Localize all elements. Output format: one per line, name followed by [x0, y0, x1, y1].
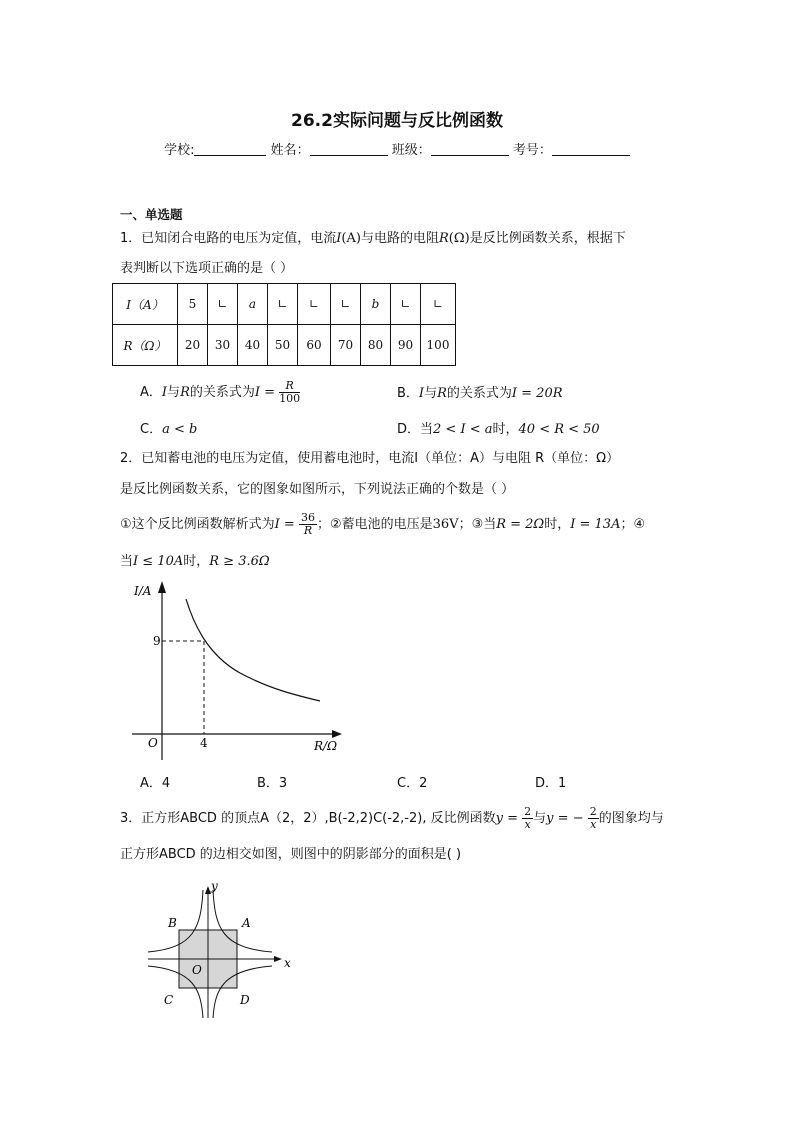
option-text: 的关系式为 [446, 386, 512, 401]
fraction-numerator: R [279, 380, 300, 393]
section-title: 一、单选题 [120, 207, 183, 222]
option-formula: I = 20R [511, 386, 563, 401]
table-cell: ∟ [421, 284, 456, 325]
table-cell: 40 [238, 325, 268, 366]
statement-text: 时， [544, 517, 571, 532]
var-r: R [180, 385, 190, 400]
table-cell: ∟ [268, 284, 298, 325]
table-cell: 30 [208, 325, 238, 366]
shaded-region [179, 930, 208, 959]
q1-var-i: I [336, 231, 342, 246]
x-axis-arrow-icon [274, 956, 282, 962]
table-row [113, 325, 456, 366]
option-formula: a < b [162, 422, 198, 437]
x-axis-arrow-icon [332, 730, 342, 738]
table-cell: b [361, 284, 391, 325]
table-row-label: I（A） [113, 284, 178, 325]
x-label: x [284, 956, 291, 970]
shaded-region [208, 959, 237, 988]
y-axis-label: I/A [134, 584, 152, 598]
fraction-numerator: 2 [589, 805, 597, 818]
statement-formula: R ≥ 3.6Ω [209, 554, 270, 569]
fraction-denominator: x [590, 818, 597, 831]
exam-label: 考号： [512, 143, 552, 158]
fraction-denominator: x [524, 818, 531, 831]
statement-formula: I ≤ 10A [133, 554, 184, 569]
table-cell: 20 [178, 325, 208, 366]
origin-label: O [192, 963, 202, 977]
fraction-numerator: 2 [524, 805, 532, 818]
table-cell: 100 [421, 325, 456, 366]
q2-option-b[interactable]: B．3 [257, 776, 288, 791]
name-blank[interactable] [310, 141, 388, 156]
q1-text-a: 1．已知闭合电路的电压为定值，电流 [120, 231, 337, 246]
q1-var-r: R [438, 231, 449, 246]
fraction [522, 806, 533, 831]
table-cell: 50 [268, 325, 298, 366]
fraction-denominator: R [303, 524, 313, 537]
class-label: 班级： [391, 143, 431, 158]
x-tick-label: 4 [200, 736, 208, 750]
y-axis-arrow-icon [158, 581, 166, 593]
q3-text-b: 与 [533, 811, 547, 826]
vertex-d-label: D [240, 993, 250, 1007]
vertex-b-label: B [168, 916, 177, 930]
vertex-c-label: C [164, 993, 174, 1007]
q2-statements: ①这个反比例函数解析式为I = $\frac{36}{R}$ ；②蓄电池的电压是36V；③当R = 2Ω时，I = 13A；④ [120, 511, 646, 537]
table-row [113, 284, 456, 325]
y-tick-label: 9 [153, 634, 161, 648]
class-blank[interactable] [431, 141, 509, 156]
fraction [299, 512, 317, 537]
fraction-numerator: 36 [300, 511, 315, 524]
table-cell: a [238, 284, 268, 325]
q3-figure [140, 878, 300, 1023]
q1-text-c: 是反比例函数关系，根据下 [469, 231, 626, 246]
option-text: 的关系式为 [189, 385, 255, 400]
option-text: 与 [424, 386, 438, 401]
q1-unit-ohm: (Ω) [448, 231, 470, 246]
q2-graph [120, 575, 350, 765]
table-cell: 90 [391, 325, 421, 366]
q2-option-a[interactable]: A．4 [140, 776, 171, 791]
table-row-label: R（Ω） [113, 325, 178, 366]
table-cell: 5 [178, 284, 208, 325]
vertex-a-label: A [242, 916, 251, 930]
fraction-denominator: 100 [279, 392, 301, 405]
statement-text: ；②蓄电池的电压是 [316, 517, 433, 532]
q2-option-c[interactable]: C．2 [397, 776, 428, 791]
table-cell: ∟ [208, 284, 238, 325]
q1-text-b: 与电路的电阻 [360, 231, 439, 246]
name-label: 姓名： [270, 143, 310, 158]
q2-option-d[interactable]: D．1 [535, 776, 567, 791]
statement-value: 36V [432, 517, 459, 532]
statement-formula: R = 2Ω [496, 517, 545, 532]
option-letter: B． [397, 386, 419, 401]
school-label: 学校: [164, 143, 195, 158]
fraction [588, 806, 599, 831]
option-letter: C． [140, 422, 163, 437]
q1-line1 [120, 230, 626, 248]
q1-line2: 表判断以下选项正确的是（ ） [120, 261, 294, 276]
statement-text: ①这个反比例函数解析式为 [120, 517, 275, 532]
statement-text: 当 [120, 554, 134, 569]
option-text: 时， [492, 422, 519, 437]
statement-text: ；③当 [458, 517, 497, 532]
q2-line2: 是反比例函数关系，它的图象如图所示，下列说法正确的个数是（ ） [120, 482, 515, 497]
q1-unit-a: (A) [341, 231, 361, 246]
origin-label: O [148, 736, 158, 750]
q3-line2: 正方形ABCD 的边相交如图，则图中的阴影部分的面积是( ) [120, 847, 462, 862]
option-text: 与 [167, 385, 181, 400]
table-cell: ∟ [391, 284, 421, 325]
table-cell: 80 [361, 325, 391, 366]
option-formula: 2 < I < a [433, 422, 493, 437]
q2-line1: 2．已知蓄电池的电压为定值，使用蓄电池时，电流I（单位：A）与电阻 R（单位：Ω） [120, 451, 620, 466]
x-axis-label: R/Ω [314, 739, 338, 753]
var-r: R [437, 386, 447, 401]
statement-formula: I = 13A [570, 517, 621, 532]
table-cell: 60 [298, 325, 331, 366]
q2-line4 [120, 553, 270, 571]
page-title: 26.2实际问题与反比例函数 [291, 111, 503, 131]
table-cell: ∟ [298, 284, 331, 325]
var-i: I [254, 385, 261, 400]
var-i: I [161, 385, 168, 400]
q1-option-c[interactable] [140, 418, 197, 437]
option-formula: 40 < R < 50 [518, 422, 600, 437]
option-letter: D．当 [397, 422, 434, 437]
statement-text: ；④ [620, 517, 646, 532]
y-label: y [211, 879, 218, 893]
var-i: I [418, 386, 425, 401]
q1-table [112, 283, 456, 366]
exam-blank[interactable] [552, 141, 630, 156]
statement-text: 时， [183, 554, 210, 569]
hyperbola-curve [186, 599, 320, 701]
q3-text-c: 的图象均与 [598, 811, 664, 826]
table-cell: 70 [331, 325, 361, 366]
q3-line1: 3．正方形ABCD 的顶点A（2，2）,B(-2,2)C(-2,-2), 反比例函数y = $\frac{2}{x}$ 与y = − $\frac{2}{x}$ 的图象均与 [120, 805, 664, 831]
q1-option-a[interactable]: A．I与R的关系式为I = $\frac{R}{100}$ [140, 379, 301, 405]
q3-text-a: 3．正方形ABCD 的顶点A（2，2）,B(-2,2)C(-2,-2), 反比例函数 [120, 811, 496, 826]
student-info-line [0, 139, 794, 158]
q1-option-d[interactable] [397, 418, 600, 437]
school-blank[interactable] [194, 141, 266, 156]
option-letter: A． [140, 385, 162, 400]
table-cell: ∟ [331, 284, 361, 325]
q1-option-b[interactable] [397, 382, 563, 401]
fraction [279, 380, 300, 405]
shaded-region [208, 930, 237, 959]
